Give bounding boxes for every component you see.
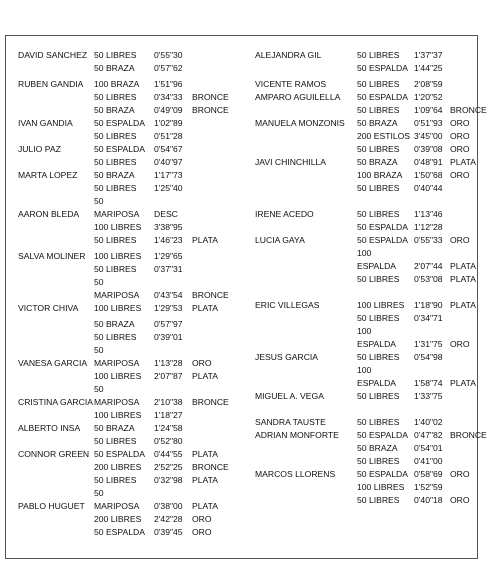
result-time: 0'39"08 [414,144,443,154]
medal-label: ORO [450,170,470,180]
result-time: 1'52"59 [414,482,443,492]
medal-label: ORO [450,131,470,141]
result-time: 2'42"28 [154,514,183,524]
swimmer-name: MANUELA MONZONIS [255,118,345,128]
medal-label: ORO [450,144,470,154]
medal-label: ORO [450,469,470,479]
event-name: 50 ESPALDA [357,63,408,73]
result-time: 1'33"75 [414,391,443,401]
medal-label: ORO [192,514,212,524]
result-time: 0'51"28 [154,131,183,141]
swimmer-name: VICENTE RAMOS [255,79,327,89]
swimmer-name: ALBERTO INSA [18,423,81,433]
result-time: 0'54"67 [154,144,183,154]
swimmer-name: JULIO PAZ [18,144,61,154]
event-name: ESPALDA [357,261,397,271]
result-time: 0'39"45 [154,527,183,537]
medal-label: PLATA [450,261,476,271]
event-name: 50 LIBRES [94,157,137,167]
result-time: 0'38"00 [154,501,183,511]
event-name: 100 LIBRES [94,222,142,232]
swimmer-name: JAVI CHINCHILLA [255,157,326,167]
event-name: MARIPOSA [94,290,140,300]
swimmer-name: IRENE ACEDO [255,209,314,219]
result-time: 1'13"46 [414,209,443,219]
result-time: 0'51"93 [414,118,443,128]
result-time: 1'17"73 [154,170,183,180]
result-time: 0'43"54 [154,290,183,300]
result-time: 1'18"27 [154,410,183,420]
event-name: 50 ESPALDA [357,92,408,102]
event-name: 50 LIBRES [357,391,400,401]
result-time: 0'47"82 [414,430,443,440]
result-time: 2'52"25 [154,462,183,472]
result-time: 0'40"97 [154,157,183,167]
medal-label: PLATA [450,274,476,284]
swimmer-name: CRISTINA GARCIA [18,397,93,407]
swimmer-name: AMPARO AGUILELLA [255,92,341,102]
medal-label: PLATA [450,300,476,310]
event-name: 100 [357,365,372,375]
result-time: 0'54"01 [414,443,443,453]
event-name: 50 LIBRES [94,131,137,141]
medal-label: BRONCE [450,430,487,440]
result-time: 1'13"28 [154,358,183,368]
swimmer-name: ADRIAN MONFORTE [255,430,339,440]
event-name: 50 BRAZA [94,105,135,115]
result-time: 1'18"90 [414,300,443,310]
event-name: 50 [94,345,104,355]
event-name: ESPALDA [357,378,397,388]
result-time: 0'58"69 [414,469,443,479]
event-name: 50 ESPALDA [357,222,408,232]
event-name: 50 BRAZA [94,170,135,180]
event-name: 50 LIBRES [94,475,137,485]
event-name: MARIPOSA [94,501,140,511]
result-time: 1'24"58 [154,423,183,433]
swimmer-name: ERIC VILLEGAS [255,300,320,310]
event-name: 50 [94,488,104,498]
event-name: 50 LIBRES [357,456,400,466]
swimmer-name: MIGUEL A. VEGA [255,391,324,401]
event-name: 50 BRAZA [94,63,135,73]
event-name: MARIPOSA [94,397,140,407]
event-name: MARIPOSA [94,209,140,219]
event-name: 50 BRAZA [357,118,398,128]
result-time: 1'44"25 [414,63,443,73]
event-name: 50 LIBRES [94,50,137,60]
swimmer-name: LUCIA GAYA [255,235,305,245]
medal-label: ORO [450,495,470,505]
medal-label: PLATA [192,449,218,459]
result-time: 1'25"40 [154,183,183,193]
medal-label: PLATA [192,371,218,381]
result-time: 1'51"96 [154,79,183,89]
result-time: 1'31"75 [414,339,443,349]
medal-label: PLATA [450,157,476,167]
event-name: 200 ESTILOS [357,131,411,141]
medal-label: PLATA [192,235,218,245]
result-time: 1'09"64 [414,105,443,115]
result-time: 2'07"87 [154,371,183,381]
swimmer-name: ALEJANDRA GIL [255,50,322,60]
result-time: 1'50"68 [414,170,443,180]
medal-label: PLATA [192,475,218,485]
result-time: 0'55"30 [154,50,183,60]
event-name: 50 ESPALDA [94,118,145,128]
event-name: 50 LIBRES [357,495,400,505]
event-name: 50 LIBRES [94,92,137,102]
swimmer-name: SALVA MOLINER [18,251,86,261]
event-name: 50 LIBRES [94,436,137,446]
result-time: 2'08"59 [414,79,443,89]
event-name: 50 LIBRES [357,274,400,284]
event-name: MARIPOSA [94,358,140,368]
result-time: DESC [154,209,178,219]
swimmer-name: MARTA LOPEZ [18,170,78,180]
medal-label: ORO [450,235,470,245]
result-time: 0'53"08 [414,274,443,284]
swimmer-name: MARCOS LLORENS [255,469,336,479]
event-name: 50 LIBRES [94,264,137,274]
result-time: 0'40"18 [414,495,443,505]
event-name: 50 LIBRES [94,183,137,193]
event-name: 200 LIBRES [94,514,142,524]
medal-label: BRONCE [192,397,229,407]
result-time: 0'55"33 [414,235,443,245]
event-name: 50 [94,277,104,287]
results-sheet [5,35,487,559]
event-name: 50 LIBRES [357,105,400,115]
medal-label: ORO [450,118,470,128]
result-time: 0'40"44 [414,183,443,193]
result-time: 0'37"31 [154,264,183,274]
event-name: 100 LIBRES [94,251,142,261]
result-time: 2'10"38 [154,397,183,407]
swimmer-name: VICTOR CHIVA [18,303,79,313]
event-name: 50 ESPALDA [94,527,145,537]
event-name: 200 LIBRES [94,462,142,472]
medal-label: BRONCE [192,92,229,102]
result-time: 0'49"09 [154,105,183,115]
medal-label: PLATA [450,378,476,388]
result-time: 1'40"02 [414,417,443,427]
medal-label: BRONCE [450,105,487,115]
result-time: 1'02"89 [154,118,183,128]
event-name: 50 ESPALDA [94,144,145,154]
event-name: 50 LIBRES [357,79,400,89]
event-name: 100 BRAZA [357,170,403,180]
result-time: 0'54"98 [414,352,443,362]
swimmer-name: IVAN GANDIA [18,118,73,128]
result-time: 0'39"01 [154,332,183,342]
result-time: 1'29"65 [154,251,183,261]
medal-label: PLATA [192,501,218,511]
event-name: 100 LIBRES [94,303,142,313]
event-name: ESPALDA [357,339,397,349]
result-time: 0'41"00 [414,456,443,466]
event-name: 50 ESPALDA [357,469,408,479]
event-name: 50 ESPALDA [357,235,408,245]
result-time: 1'20"52 [414,92,443,102]
event-name: 50 LIBRES [94,235,137,245]
result-time: 1'12"28 [414,222,443,232]
medal-label: ORO [450,339,470,349]
event-name: 50 [94,384,104,394]
event-name: 100 LIBRES [357,482,405,492]
swimmer-name: DAVID SANCHEZ [18,50,88,60]
result-time: 3'45"00 [414,131,443,141]
swimmer-name: VANESA GARCIA [18,358,88,368]
medal-label: ORO [192,358,212,368]
event-name: 100 LIBRES [94,371,142,381]
swimmer-name: AARON BLEDA [18,209,80,219]
event-name: 50 LIBRES [357,50,400,60]
result-time: 0'52"80 [154,436,183,446]
result-time: 0'32"98 [154,475,183,485]
result-time: 0'34"71 [414,313,443,323]
event-name: 100 BRAZA [94,79,140,89]
event-name: 50 [94,196,104,206]
result-time: 1'46"23 [154,235,183,245]
event-name: 100 LIBRES [357,300,405,310]
event-name: 50 LIBRES [357,183,400,193]
event-name: 50 LIBRES [94,332,137,342]
swimmer-name: SANDRA TAUSTE [255,417,326,427]
swimmer-name: JESUS GARCIA [255,352,319,362]
result-time: 1'29"53 [154,303,183,313]
medal-label: BRONCE [192,105,229,115]
result-time: 2'07"44 [414,261,443,271]
event-name: 50 BRAZA [357,157,398,167]
event-name: 100 [357,326,372,336]
result-time: 0'44"55 [154,449,183,459]
result-time: 1'37"37 [414,50,443,60]
event-name: 50 BRAZA [94,423,135,433]
result-time: 0'57"62 [154,63,183,73]
swimmer-name: CONNOR GREEN [18,449,90,459]
result-time: 0'48"91 [414,157,443,167]
result-time: 3'38"95 [154,222,183,232]
event-name: 50 ESPALDA [357,430,408,440]
event-name: 50 BRAZA [94,319,135,329]
result-time: 0'57"97 [154,319,183,329]
event-name: 50 BRAZA [357,443,398,453]
swimmer-name: PABLO HUGUET [18,501,85,511]
event-name: 50 LIBRES [357,352,400,362]
medal-label: BRONCE [192,290,229,300]
event-name: 50 LIBRES [357,313,400,323]
result-time: 1'58"74 [414,378,443,388]
event-name: 100 [357,248,372,258]
event-name: 50 LIBRES [357,144,400,154]
event-name: 50 ESPALDA [94,449,145,459]
event-name: 50 LIBRES [357,209,400,219]
event-name: 50 LIBRES [357,417,400,427]
swimmer-name: RUBEN GANDIA [18,79,84,89]
event-name: 100 LIBRES [94,410,142,420]
medal-label: ORO [192,527,212,537]
medal-label: PLATA [192,303,218,313]
medal-label: BRONCE [192,462,229,472]
result-time: 0'34"33 [154,92,183,102]
